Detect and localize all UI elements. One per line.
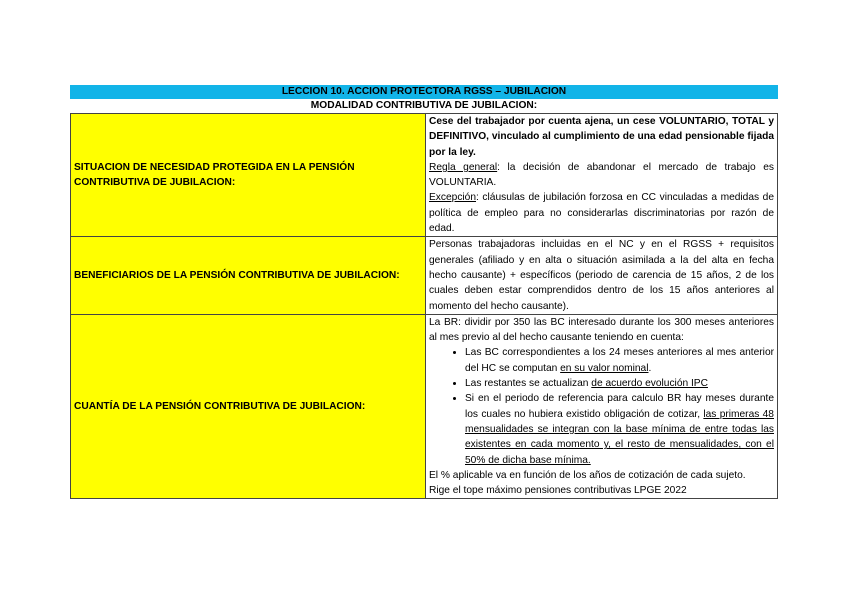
table-row (71, 237, 778, 314)
list-item (465, 391, 774, 467)
excepcion-label: Excepción (429, 192, 477, 204)
table-row (71, 314, 778, 499)
table-row (71, 114, 778, 237)
list-item (465, 376, 774, 391)
regla-general-text: : la decisión de abandonar el mercado de trabajo es VOLUNTARIA. (429, 161, 775, 189)
cuantia-bullet-list (429, 345, 774, 467)
excepcion-text: : cláusulas de jubilación forzosa en CC vinculadas a medidas de política de empleo para no considerarlas discriminatorias por razón de edad. (429, 192, 774, 235)
lesson-table-block (70, 85, 778, 499)
row-label-beneficiarios: BENEFICIARIOS DE LA PENSIÓN CONTRIBUTIVA DE JUBILACION: (71, 237, 426, 314)
row-content-cuantia (426, 314, 778, 499)
cuantia-intro: La BR: dividir por 350 las BC interesado durante los 300 meses anteriores al mes previo al del hecho causante teniendo en cuenta: (429, 316, 774, 344)
row-content-beneficiarios: Personas trabajadoras incluidas en el NC y en el RGSS + requisitos generales (afiliado y en alta o situación asimilada a la del alta en fecha hecho causante) + específicos (periodo de carencia de 15 años, 2 de los cuales deben estar comprendidos dentro de los 15 años anteriores al momento del hecho causante). (426, 237, 778, 314)
list-item (465, 345, 774, 376)
excepcion-paragraph (429, 190, 774, 236)
row-label-cuantia: CUANTÍA DE LA PENSIÓN CONTRIBUTIVA DE JUBILACION: (71, 314, 426, 499)
cuantia-percentage-line: El % aplicable va en función de los años de cotización de cada sujeto. (429, 469, 746, 481)
regla-general-label: Regla general (429, 161, 498, 173)
bullet-2-underlined: de acuerdo evolución IPC (591, 378, 708, 390)
bullet-3-text: Si en el periodo de referencia para calculo BR hay meses durante los cuales no hubiera existido obligación de cotizar, (465, 393, 774, 420)
pension-table (70, 113, 778, 499)
bullet-3-underlined: las primeras 48 mensualidades se integran con la base mínima de entre todas las existentes en cada momento y, el resto de mensualidades, con el 50% de dicha base mínima. (465, 408, 774, 466)
row-content-situacion (426, 114, 778, 237)
bullet-1-text: Las BC correspondientes a los 24 meses anteriores al mes anterior del HC se computan (465, 347, 774, 374)
lesson-title: LECCION 10. ACCION PROTECTORA RGSS – JUBILACION (70, 85, 778, 99)
regla-general-paragraph (429, 160, 774, 191)
bullet-2-text: Las restantes se actualizan (465, 378, 592, 390)
cuantia-tope-line: Rige el tope máximo pensiones contributivas LPGE 2022 (429, 485, 687, 497)
situacion-intro: Cese del trabajador por cuenta ajena, un cese VOLUNTARIO, TOTAL y DEFINITIVO, vinculado al cumplimiento de una edad pensionable fijada por la ley. (429, 116, 774, 158)
bullet-1-underlined: en su valor nominal (560, 362, 649, 374)
modality-subtitle: MODALIDAD CONTRIBUTIVA DE JUBILACION: (310, 100, 538, 111)
bullet-1-end: . (648, 362, 652, 374)
row-label-situacion: SITUACION DE NECESIDAD PROTEGIDA EN LA PENSIÓN CONTRIBUTIVA DE JUBILACION: (71, 114, 426, 237)
